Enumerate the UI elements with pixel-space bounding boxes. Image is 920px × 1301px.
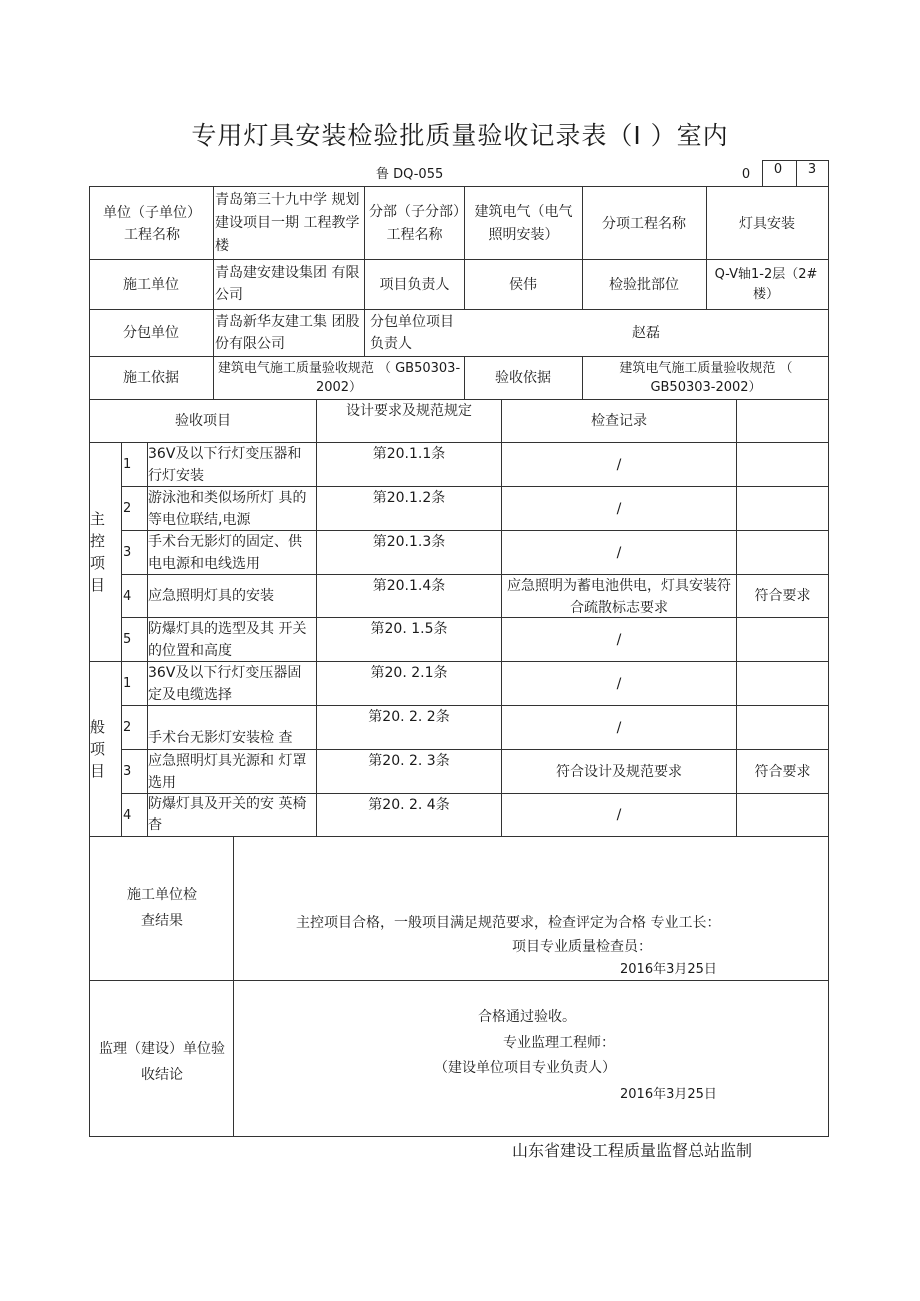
general-item-result [737, 662, 828, 705]
main-item-result [737, 618, 828, 661]
sub-label: 分包单位 [123, 325, 179, 341]
general-item-no: 4 [123, 808, 132, 823]
general-item-result: 符合要求 [754, 763, 811, 780]
main-item-result: 符合要求 [754, 588, 811, 604]
main-item-no: 1 [123, 457, 132, 472]
contractor-value: 青岛建安建设集团 有限公司 [215, 265, 360, 303]
form-code: 鲁 DQ-055 [376, 167, 444, 182]
general-item-spec: 第20. 2. 3条 [368, 753, 450, 769]
serial-digit-2: 0 [773, 162, 783, 177]
main-item-no: 5 [123, 632, 132, 647]
main-item-name: 游泳池和类似场所灯 具的等电位联结,电源 [148, 490, 307, 528]
main-item-no: 4 [123, 589, 132, 604]
general-item-spec: 第20. 2. 4条 [368, 797, 450, 813]
serial-digit-3: 3 [807, 162, 817, 177]
general-item-result [737, 794, 828, 836]
general-item-no: 3 [123, 764, 132, 779]
col-record-header: 检查记录 [591, 413, 647, 429]
supervisor-label: 监理（建设）单位验收结论 [99, 1041, 225, 1083]
acc-basis-value: 建筑电气施工质量验收规范 （ GB50303-2002） [619, 361, 793, 395]
document-title: 专用灯具安装检验批质量验收记录表（Ⅰ ）室内 [191, 121, 729, 150]
general-item-spec: 第20. 2.1条 [370, 665, 448, 681]
subitem-value: 灯具安装 [739, 216, 795, 232]
main-item-record: / [616, 631, 622, 648]
unit-label: 单位（子单位）工程名称 [103, 205, 201, 243]
supervisor-line2: 专业监理工程师： [503, 1035, 615, 1051]
general-item-record: / [616, 675, 622, 692]
sub-manager-label: 分包单位项目负责人 [370, 314, 454, 352]
general-item-name: 36V及以下行灯变压器固定及电缆选择 [148, 665, 302, 703]
general-item-name: 手术台无影灯安装检 查 [148, 730, 293, 746]
division-value: 建筑电气（电气照明安装） [474, 204, 573, 243]
contractor-date: 2016年3月25日 [620, 962, 717, 977]
sub-value: 青岛新华友建工集 团股份有限公司 [215, 314, 360, 352]
basis-label: 施工依据 [123, 370, 179, 386]
main-item-record: / [616, 544, 622, 561]
acc-basis-label: 验收依据 [495, 370, 551, 386]
general-item-no: 1 [123, 676, 132, 691]
general-item-name: 应急照明灯具光源和 灯罩选用 [148, 753, 307, 791]
col-item-header: 验收项目 [175, 413, 231, 429]
footer-issuer: 山东省建设工程质量监督总站监制 [512, 1141, 753, 1160]
main-item-spec: 第20. 1.5条 [370, 621, 448, 637]
main-item-no: 2 [123, 501, 132, 516]
manager-value: 侯伟 [509, 276, 537, 293]
division-label: 分部（子分部）工程名称 [369, 204, 460, 243]
main-item-record: / [616, 500, 622, 517]
general-item-no: 2 [123, 720, 132, 735]
general-item-name: 防爆灯具及开关的安 英椅杳 [148, 796, 307, 833]
general-item-spec: 第20. 2. 2条 [368, 709, 450, 725]
unit-value: 青岛第三十九中学 规划建设项目一期 工程教学楼 [215, 192, 360, 254]
main-item-name: 应急照明灯具的安装 [148, 588, 274, 604]
main-item-record: 应急照明为蓄电池供电，灯具安装符合疏散标志要求 [507, 578, 731, 616]
supervisor-line3: （建设单位项目专业负责人） [434, 1060, 616, 1076]
contractor-label: 施工单位 [123, 276, 179, 293]
main-item-record: / [616, 456, 622, 473]
col-spec-header: 设计要求及规范规定 [346, 403, 472, 419]
supervisor-line1: 合格通过验收。 [478, 1009, 576, 1025]
main-item-spec: 第20.1.2条 [372, 490, 446, 506]
main-item-name: 手术台无影灯的固定、供电电源和电线选用 [148, 534, 302, 572]
batch-label: 检验批部位 [609, 276, 679, 293]
main-item-spec: 第20.1.4条 [372, 578, 446, 594]
contractor-check-label: 施工单位检查结果 [127, 887, 197, 929]
main-item-result [737, 531, 828, 574]
basis-value: 建筑电气施工质量验收规范 （ GB50303-2002） [217, 361, 461, 395]
batch-value: Q-V轴1-2层（2# 楼） [714, 266, 818, 302]
general-item-record: 符合设计及规范要求 [556, 763, 682, 780]
general-label: 般项目 [90, 718, 106, 780]
general-item-record: / [616, 719, 622, 736]
main-item-result [737, 487, 828, 530]
main-control-label: 主控项目 [90, 510, 106, 594]
sub-manager-value: 赵磊 [632, 325, 660, 341]
main-item-no: 3 [123, 545, 132, 560]
main-item-spec: 第20.1.3条 [372, 534, 446, 550]
general-item-result [737, 706, 828, 749]
serial-digit-1: 0 [741, 167, 751, 182]
main-item-name: 36V及以下行灯变压器和行灯安装 [148, 446, 302, 484]
subitem-label: 分项工程名称 [602, 216, 686, 232]
main-item-spec: 第20.1.1条 [372, 446, 446, 462]
general-item-record: / [616, 807, 622, 823]
supervisor-date: 2016年3月25日 [620, 1087, 717, 1102]
main-item-name: 防爆灯具的选型及其 开关的位置和高度 [148, 621, 307, 659]
manager-label: 项目负责人 [379, 276, 450, 293]
contractor-inspector: 项目专业质量检查员： [512, 939, 652, 955]
contractor-check-text: 主控项目合格，一般项目满足规范要求，检查评定为合格 专业工长： [296, 915, 721, 931]
main-item-result [737, 443, 828, 486]
